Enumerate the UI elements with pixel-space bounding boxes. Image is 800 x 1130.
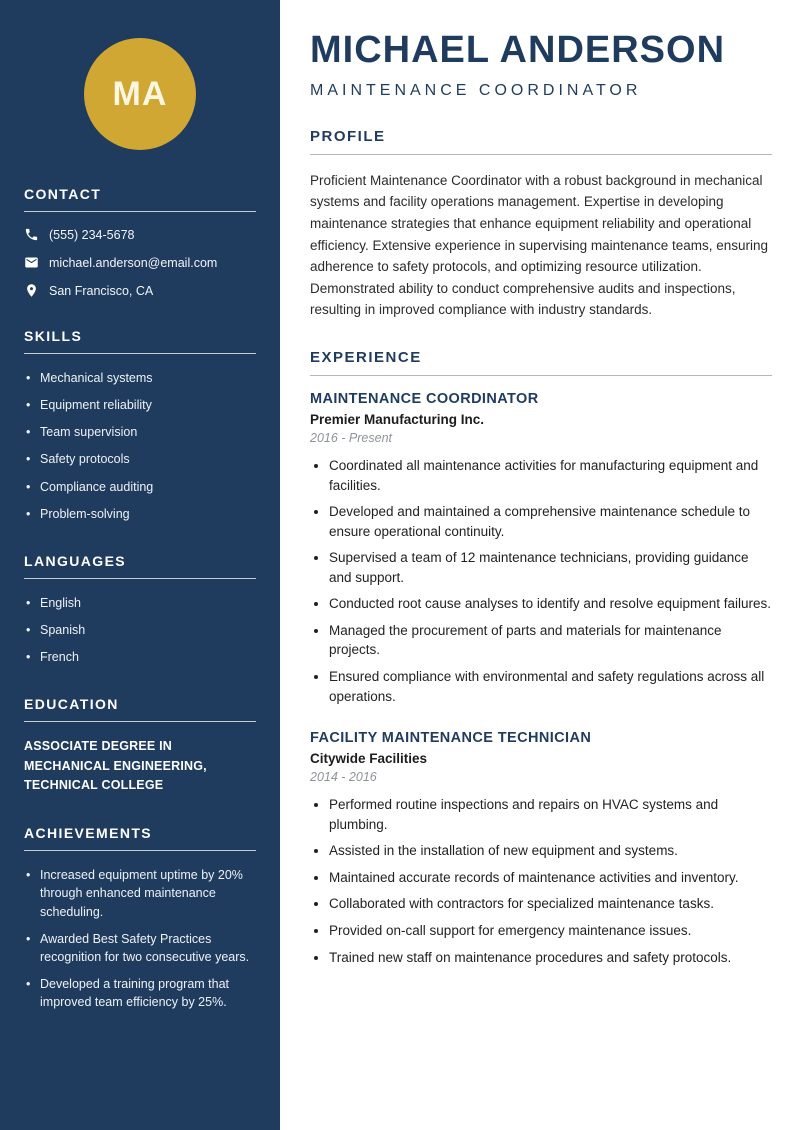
- phone-icon: [24, 227, 39, 242]
- job-bullet: • Supervised a team of 12 maintenance technicians, providing guidance and support.: [329, 548, 772, 587]
- job-role: FACILITY MAINTENANCE TECHNICIAN: [310, 730, 592, 747]
- education-section: [24, 696, 256, 795]
- job-bullet: • Trained new staff on maintenance procedures and safety protocols.: [329, 948, 772, 968]
- job-dates: 2016 - Present: [310, 430, 392, 445]
- experience-section: [310, 349, 772, 967]
- job-bullet: • Provided on-call support for emergency maintenance issues.: [329, 921, 772, 941]
- job-company: Citywide Facilities: [310, 751, 428, 767]
- job-bullet: • Maintained accurate records of maintenance activities and inventory.: [329, 868, 772, 888]
- contact-section: [24, 186, 256, 298]
- job-role: MAINTENANCE COORDINATOR: [310, 390, 539, 407]
- achievement-item: • Increased equipment uptime by 20% through enhanced maintenance scheduling.: [24, 866, 256, 920]
- experience-job: [310, 391, 772, 706]
- achievements-list: [24, 866, 256, 1011]
- achievement-item: • Developed a training program that improved team efficiency by 25%.: [24, 975, 256, 1011]
- language-item: • French: [24, 648, 256, 666]
- candidate-job-title: MAINTENANCE COORDINATOR: [310, 81, 642, 99]
- profile-section: [310, 128, 772, 321]
- skill-item: • Problem-solving: [24, 505, 256, 523]
- job-bullet: • Coordinated all maintenance activities for manufacturing equipment and facilities.: [329, 456, 772, 495]
- job-dates: 2014 - 2016: [310, 770, 377, 785]
- skill-item: • Equipment reliability: [24, 396, 256, 414]
- contact-location: [24, 283, 256, 298]
- profile-text: Proficient Maintenance Coordinator with a robust background in mechanical systems and facility operations management. Expertise in developing maintenance strategies that enhance equipment reliability and operational efficiency. Extensive experience in supervising maintenance teams, ensuring adherence to safety protocols, and optimizing resource utilization. Demonstrated ability to conduct comprehensive audits and inspections, resulting in improved compliance with industry standards.: [310, 172, 768, 318]
- skill-item: • Mechanical systems: [24, 369, 256, 387]
- sidebar: [0, 0, 280, 1130]
- candidate-name: MICHAEL ANDERSON: [310, 29, 726, 71]
- job-bullet: • Ensured compliance with environmental and safety regulations across all operations.: [329, 667, 772, 706]
- job-bullet: • Performed routine inspections and repairs on HVAC systems and plumbing.: [329, 795, 772, 834]
- job-bullet-list: [310, 795, 772, 967]
- languages-section: [24, 553, 256, 666]
- language-item: • English: [24, 594, 256, 612]
- skills-list: [24, 369, 256, 523]
- education-degree: ASSOCIATE DEGREE IN MECHANICAL ENGINEERING, TECHNICAL COLLEGE: [24, 739, 207, 792]
- skills-section: [24, 328, 256, 523]
- job-bullet: • Developed and maintained a comprehensive maintenance schedule to ensure operational continuity.: [329, 502, 772, 541]
- contact-phone: [24, 227, 256, 242]
- languages-list: [24, 594, 256, 666]
- job-bullet-list: [310, 456, 772, 706]
- language-item: • Spanish: [24, 621, 256, 639]
- avatar: [84, 38, 196, 150]
- skill-item: • Safety protocols: [24, 450, 256, 468]
- contact-email: [24, 255, 256, 270]
- job-company: Premier Manufacturing Inc.: [310, 411, 485, 427]
- skill-item: • Team supervision: [24, 423, 256, 441]
- achievements-heading: ACHIEVEMENTS: [24, 825, 256, 851]
- email-icon: [24, 255, 39, 270]
- job-bullet: • Assisted in the installation of new equipment and systems.: [329, 841, 772, 861]
- profile-heading: PROFILE: [310, 128, 772, 155]
- location-icon: [24, 283, 39, 298]
- languages-heading: LANGUAGES: [24, 553, 256, 579]
- experience-job: [310, 730, 772, 967]
- contact-email-text: michael.anderson@email.com: [49, 255, 218, 270]
- avatar-initials: MA: [112, 74, 168, 113]
- main-content: [280, 0, 800, 1130]
- achievement-item: • Awarded Best Safety Practices recognition for two consecutive years.: [24, 930, 256, 966]
- contact-phone-text: (555) 234-5678: [49, 227, 135, 242]
- experience-heading: EXPERIENCE: [310, 349, 772, 376]
- skill-item: • Compliance auditing: [24, 478, 256, 496]
- job-bullet: • Conducted root cause analyses to identify and resolve equipment failures.: [329, 594, 772, 614]
- job-bullet: • Managed the procurement of parts and materials for maintenance projects.: [329, 621, 772, 660]
- achievements-section: [24, 825, 256, 1011]
- contact-heading: CONTACT: [24, 186, 256, 212]
- skills-heading: SKILLS: [24, 328, 256, 354]
- job-bullet: • Collaborated with contractors for specialized maintenance tasks.: [329, 894, 772, 914]
- education-heading: EDUCATION: [24, 696, 256, 722]
- contact-location-text: San Francisco, CA: [49, 283, 154, 298]
